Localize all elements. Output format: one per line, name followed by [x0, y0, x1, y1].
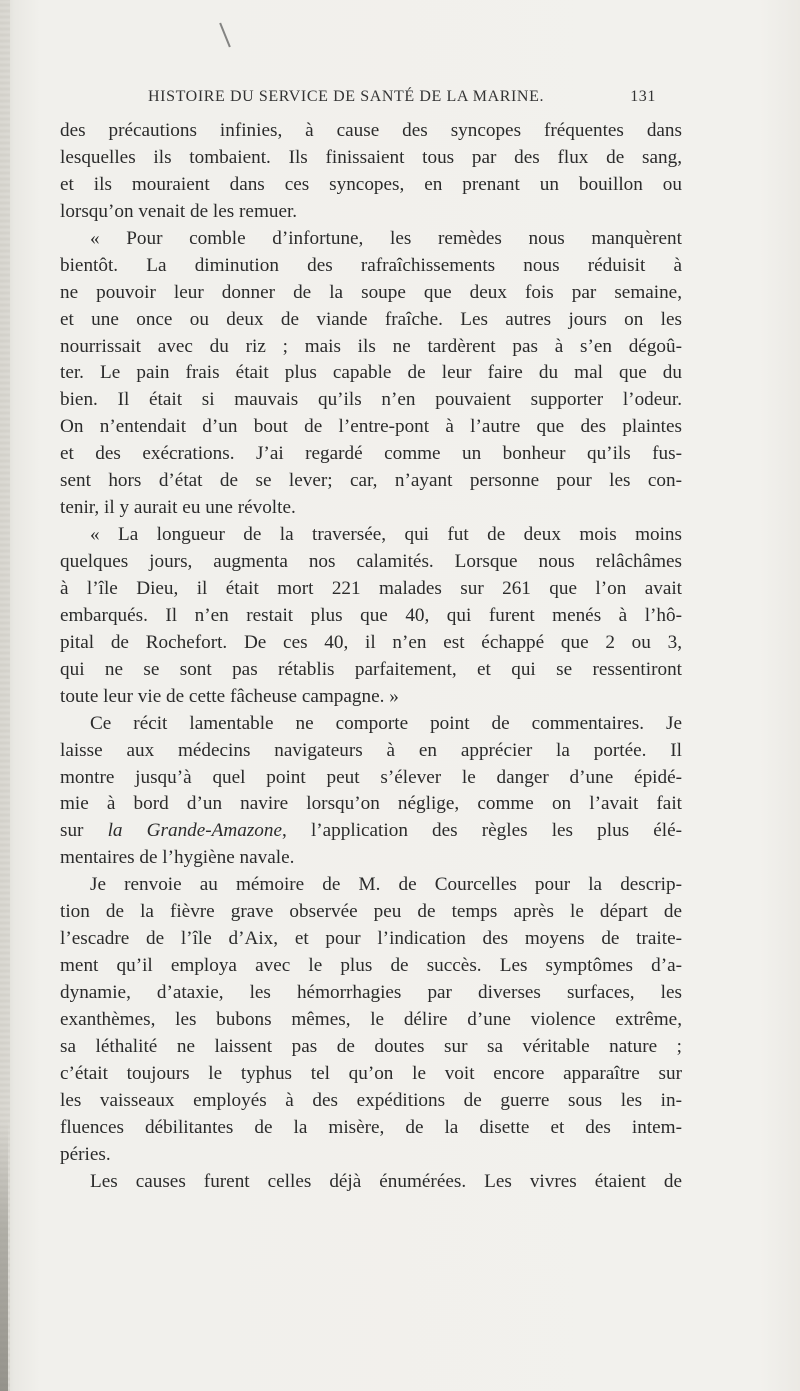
text-line: sa léthalité ne laissent pas de doutes sur sa véritable nature ;: [60, 1035, 682, 1057]
text-line: Les causes furent celles déjà énumérées. Les vivres étaient de: [90, 1170, 682, 1192]
text-line-italic-title: [60, 818, 682, 845]
text-line: ter. Le pain frais était plus capable de leur faire du mal que du: [60, 362, 682, 384]
text-line: Ce récit lamentable ne comporte point de commentaires. Je: [90, 712, 682, 734]
text-line: bientôt. La diminution des rafraîchissements nous réduisit à: [60, 254, 682, 276]
text-line: dynamie, d’ataxie, les hémorrhagies par diverses surfaces, les: [60, 982, 682, 1003]
page-binding-shadow: [0, 1120, 8, 1391]
text-line: « La longueur de la traversée, qui fut de deux mois moins: [90, 524, 682, 546]
text-line: bien. Il était si mauvais qu’ils n’en pouvaient supporter l’odeur.: [60, 389, 682, 411]
text-line: c’était toujours le typhus tel qu’on le voit encore apparaître sur: [60, 1062, 682, 1084]
text-line: Je renvoie au mémoire de M. de Courcelles pour la descrip-: [90, 874, 682, 896]
text-line: quelques jours, augmenta nos calamités. Lorsque nous relâchâmes: [60, 551, 682, 572]
text-line: « Pour comble d’infortune, les remèdes nous manquèrent: [90, 227, 682, 249]
pencil-mark: [219, 23, 231, 48]
text-line: ne pouvoir leur donner de la soupe que deux fois par semaine,: [60, 281, 682, 303]
text-line: des précautions infinies, à cause des syncopes fréquentes dans: [60, 120, 682, 141]
text-line: l’escadre de l’île d’Aix, et pour l’indication des moyens de traite-: [60, 928, 682, 950]
text-line: et une once ou deux de viande fraîche. Les autres jours on les: [60, 308, 682, 330]
page-number: 131: [630, 88, 656, 105]
text-line: laisse aux médecins navigateurs à en apprécier la portée. Il: [60, 739, 682, 761]
text-line: lorsqu’on venait de les remuer.: [60, 200, 298, 222]
text-line: nourrissait avec du riz ; mais ils ne tardèrent pas à s’en dégoû-: [60, 335, 682, 357]
text-line: tenir, il y aurait eu une révolte.: [60, 497, 296, 519]
text-line: On n’entendait d’un bout de l’entre-pont à l’autre que des plaintes: [60, 416, 682, 438]
ship-name: la Grande-Amazone: [107, 820, 283, 842]
text-line: fluences débilitantes de la misère, de la disette et des intem-: [60, 1116, 682, 1138]
running-title: HISTOIRE DU SERVICE DE SANTÉ DE LA MARINE.: [148, 88, 545, 105]
text-line: et ils mouraient dans ces syncopes, en prenant un bouillon ou: [60, 173, 682, 195]
text-line: et des exécrations. J’ai regardé comme un bonheur qu’ils fus-: [60, 443, 682, 465]
body-text: [60, 118, 682, 1196]
text-line: embarqués. Il n’en restait plus que 40, qui furent menés à l’hô-: [60, 604, 682, 626]
text-line: péries.: [60, 1143, 111, 1165]
text-line: lesquelles ils tombaient. Ils finissaient tous par des flux de sang,: [60, 146, 682, 168]
text-line: à l’île Dieu, il était mort 221 malades sur 261 que l’on avait: [60, 577, 682, 599]
text-line: exanthèmes, les bubons mêmes, le délire d’une violence extrême,: [60, 1008, 682, 1030]
text-line: qui ne se sont pas rétablis parfaitement, et qui se ressentiront: [60, 658, 682, 680]
text-line: montre jusqu’à quel point peut s’élever le danger d’une épidé-: [60, 766, 682, 788]
text-line: tion de la fièvre grave observée peu de temps après le départ de: [60, 901, 682, 923]
running-header: [148, 88, 656, 112]
text-line: sent hors d’état de se lever; car, n’ayant personne pour les con-: [60, 470, 682, 492]
text-line: pital de Rochefort. De ces 40, il n’en est échappé que 2 ou 3,: [60, 631, 682, 653]
text-line: toute leur vie de cette fâcheuse campagne. »: [60, 685, 399, 707]
text-line: les vaisseaux employés à des expéditions de guerre sous les in-: [60, 1089, 682, 1111]
text-line: ment qu’il employa avec le plus de succès. Les symptômes d’a-: [60, 955, 682, 977]
text-fragment: , l’application des règles les plus élé-: [282, 820, 683, 842]
text-line: mie à bord d’un navire lorsqu’on néglige, comme on l’avait fait: [60, 793, 682, 815]
text-line: mentaires de l’hygiène navale.: [60, 847, 295, 869]
text-fragment: sur: [60, 820, 108, 842]
